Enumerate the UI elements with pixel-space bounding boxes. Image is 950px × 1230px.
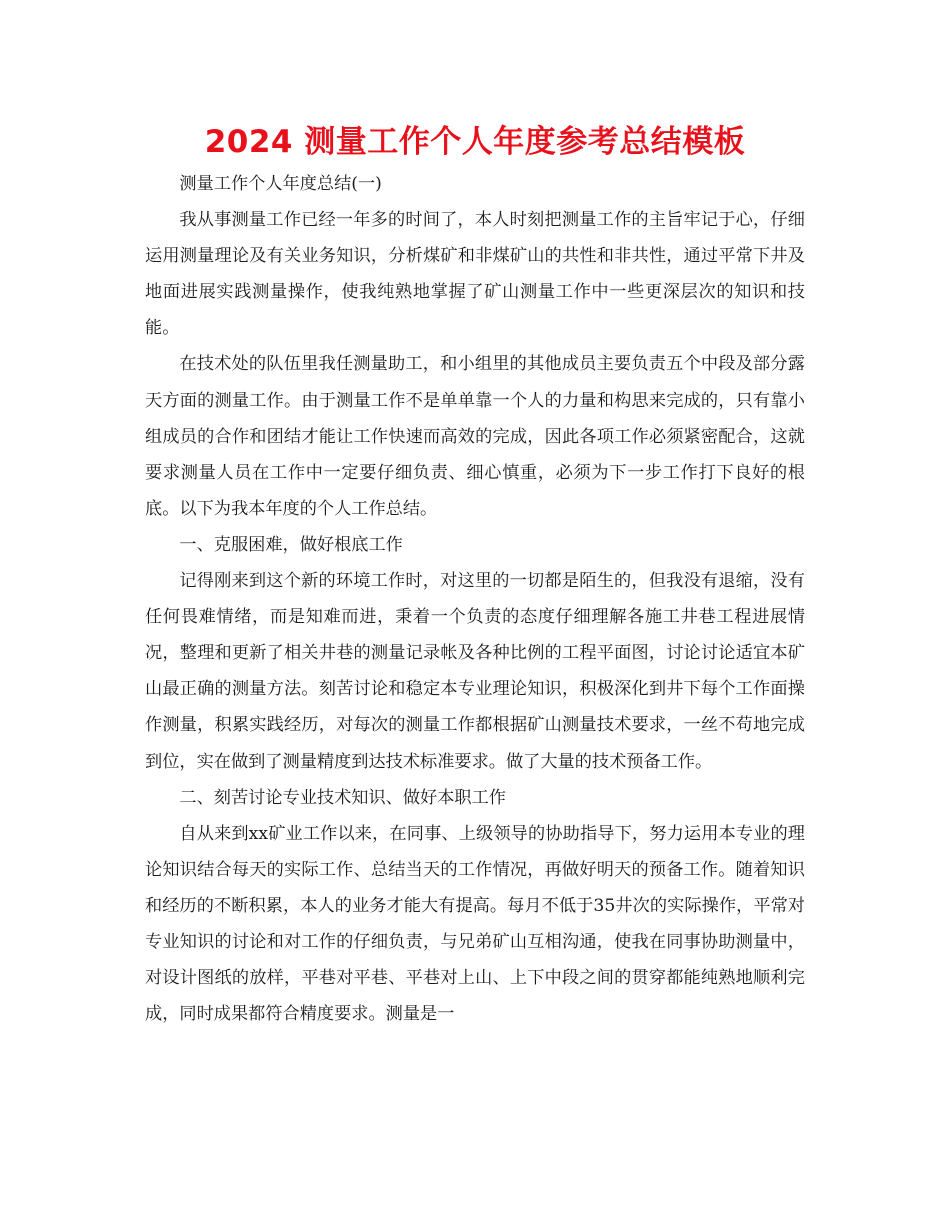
body-paragraph: 自从来到xx矿业工作以来，在同事、上级领导的协助指导下，努力运用本专业的理论知识结合每天的实际工作、总结当天的工作情况，再做好明天的预备工作。随着知识和经历的不断积累，本人的业务才能大有提高。每月不低于35井次的实际操作，平常对专业知识的讨论和对工作的仔细负责，与兄弟矿山互相沟通，使我在同事协助测量中，对设计图纸的放样，平巷对平巷、平巷对上山、上下中段之间的贯穿都能纯熟地顺利完成，同时成果都符合精度要求。测量是一 xyxy=(145,823,805,1025)
body-paragraph: 记得刚来到这个新的环境工作时，对这里的一切都是陌生的，但我没有退缩，没有任何畏难情绪，而是知难而进，秉着一个负责的态度仔细理解各施工井巷工程进展情况，整理和更新了相关井巷的测量记录帐及各种比例的工程平面图，讨论讨论适宜本矿山最正确的测量方法。刻苦讨论和稳定本专业理论知识，积极深化到井下每个工作面操作测量，积累实践经历，对每次的测量工作都根据矿山测量技术要求，一丝不苟地完成到位，实在做到了测量精度到达技术标准要求。做了大量的技术预备工作。 xyxy=(145,571,805,772)
section-heading: 测量工作个人年度总结(一) xyxy=(179,174,382,194)
document-body xyxy=(145,166,805,1032)
section-heading: 一、克服困难，做好根底工作 xyxy=(179,534,403,555)
section-heading: 二、刻苦讨论专业技术知识、做好本职工作 xyxy=(179,787,506,808)
body-paragraph: 在技术处的队伍里我任测量助工，和小组里的其他成员主要负责五个中段及部分露天方面的测量工作。由于测量工作不是单单靠一个人的力量和构思来完成的，只有靠小组成员的合作和团结才能让工作快速而高效的完成，因此各项工作必须紧密配合，这就要求测量人员在工作中一定要仔细负责、细心慎重，必须为下一步工作打下良好的根底。以下为我本年度的个人工作总结。 xyxy=(145,354,805,519)
document-title: 2024 测量工作个人年度参考总结模板 xyxy=(204,124,746,160)
body-paragraph: 我从事测量工作已经一年多的时间了，本人时刻把测量工作的主旨牢记于心，仔细运用测量理论及有关业务知识，分析煤矿和非煤矿山的共性和非共性，通过平常下井及地面进展实践测量操作，使我纯熟地掌握了矿山测量工作中一些更深层次的知识和技能。 xyxy=(145,210,805,339)
